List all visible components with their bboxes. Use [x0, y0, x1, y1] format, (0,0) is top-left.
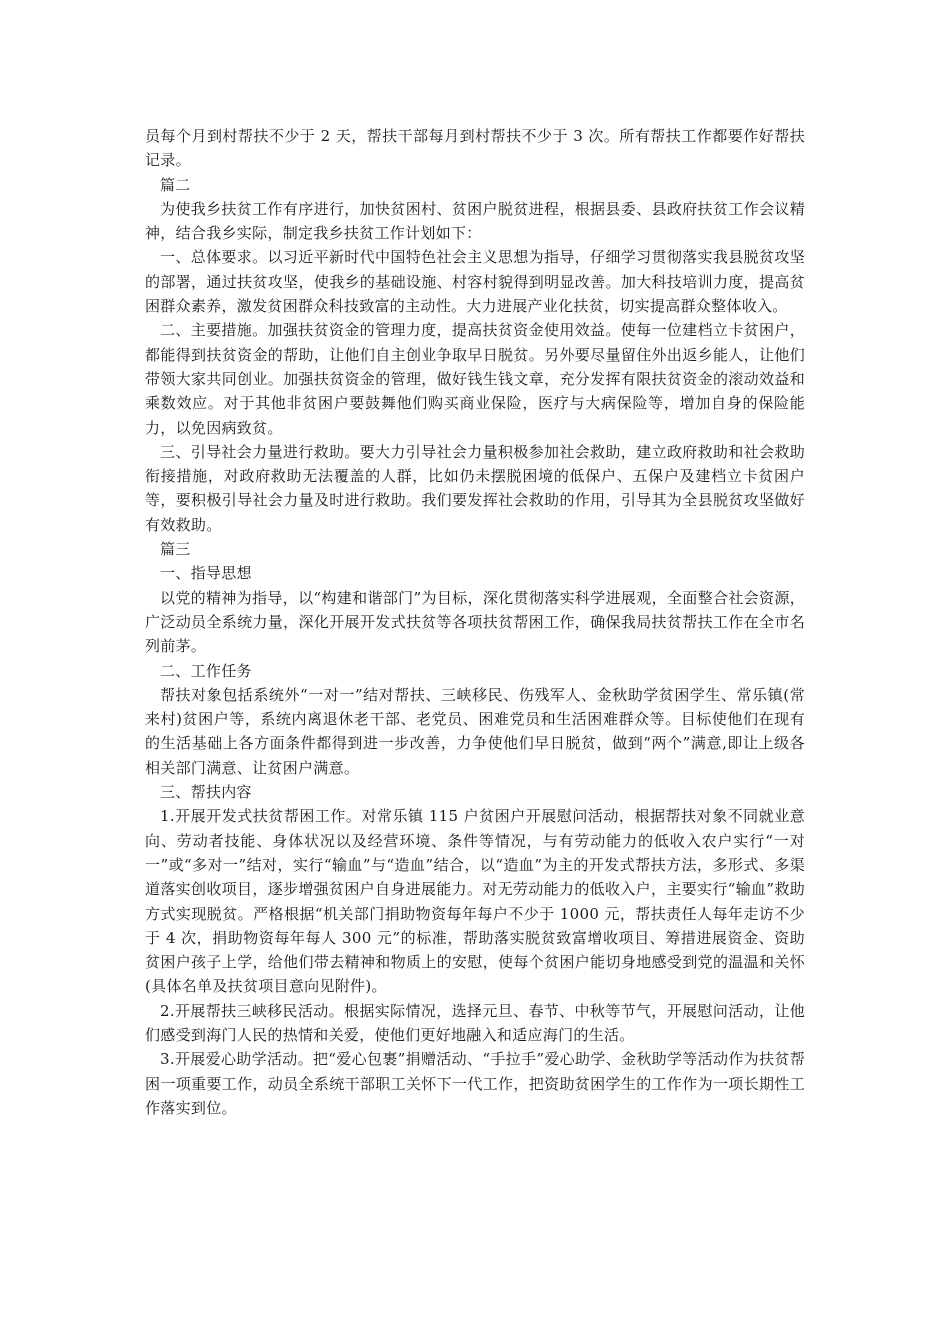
paragraph-overall-requirements: 一、总体要求。以习近平新时代中国特色社会主义思想为指导，仔细学习贯彻落实我县脱贫攻坚的部署，通过扶贫攻坚，使我乡的基础设施、村容村貌得到明显改善。加大科技培训力度，提高贫困群众素养，激发贫困群众科技致富的主动性。大力进展产业化扶贫，切实提高群众整体收入。: [145, 248, 805, 316]
section-heading-part-two: 篇二: [160, 175, 191, 194]
paragraph-item-1: 1.开展开发式扶贫帮困工作。对常乐镇 115 户贫困户开展慰问活动，根据帮扶对象不同就业意向、劳动者技能、身体状况以及经营环境、条件等情况，与有劳动能力的低收入农户实行“一对一”或“多对一”结对，实行“输血”与“造血”结合，以“造血”为主的开发式帮扶方法，多形式、多渠道落实创收项目，逐步增强贫困户自身进展能力。对无劳动能力的低收入户，主要实行“输血”救助方式实现脱贫。严格根据“机关部门捐助物资每年每户不少于 1000 元，帮扶责任人每年走访不少于 4 次，捐助物资每年每人 300 元”的标准，帮助落实脱贫致富增收项目、筹措进展资金、资助贫困户孩子上学，给他们带去精神和物质上的安慰，使每个贫困户能切身地感受到党的温温和关怀(具体名单及扶贫项目意向见附件)。: [145, 807, 805, 996]
document-body: [145, 124, 805, 1120]
paragraph-intro: 为使我乡扶贫工作有序进行，加快贫困村、贫困户脱贫进程，根据县委、县政府扶贫工作会议精神，结合我乡实际，制定我乡扶贫工作计划如下：: [145, 199, 805, 243]
paragraph-work-tasks: 帮扶对象包括系统外“一对一”结对帮扶、三峡移民、伤残军人、金秋助学贫困学生、常乐镇(常来村)贫困户等，系统内离退休老干部、老党员、困难党员和生活困难群众等。目标使他们在现有的生活基础上各方面条件都得到进一步改善，力争使他们早日脱贫，做到“两个”满意,即让上级各相关部门满意、让贫困户满意。: [145, 685, 805, 777]
paragraph-continuation: 员每个月到村帮扶不少于 2 天，帮扶干部每月到村帮扶不少于 3 次。所有帮扶工作都要作好帮扶记录。: [145, 127, 805, 170]
paragraph-social-assistance: 三、引导社会力量进行救助。要大力引导社会力量积极参加社会救助，建立政府救助和社会救助衔接措施，对政府救助无法覆盖的人群，比如仍未摆脱困境的低保户、五保户及建档立卡贫困户等，要积极引导社会力量及时进行救助。我们要发挥社会救助的作用，引导其为全县脱贫攻坚做好有效救助。: [145, 442, 805, 534]
subheading-assistance-content: 三、帮扶内容: [160, 783, 252, 802]
paragraph-guiding-ideology: 以党的精神为指导，以“构建和谐部门”为目标，深化贯彻落实科学进展观，全面整合社会资源，广泛动员全系统力量，深化开展开发式扶贫等各项扶贫帮困工作，确保我局扶贫帮扶工作在全市名列前茅。: [145, 588, 805, 656]
section-heading-part-three: 篇三: [160, 540, 191, 559]
subheading-work-tasks: 二、工作任务: [160, 661, 252, 680]
subheading-guiding-ideology: 一、指导思想: [160, 564, 252, 583]
paragraph-main-measures: 二、主要措施。加强扶贫资金的管理力度，提高扶贫资金使用效益。使每一位建档立卡贫困户，都能得到扶贫资金的帮助，让他们自主创业争取早日脱贫。另外要尽量留住外出返乡能人，让他们带领大家共同创业。加强扶贫资金的管理，做好钱生钱文章，充分发挥有限扶贫资金的滚动效益和乘数效应。对于其他非贫困户要鼓舞他们购买商业保险，医疗与大病保险等，增加自身的保险能力，以免因病致贫。: [145, 321, 805, 437]
paragraph-item-2: 2.开展帮扶三峡移民活动。根据实际情况，选择元旦、春节、中秋等节气，开展慰问活动，让他们感受到海门人民的热情和关爱，使他们更好地融入和适应海门的生活。: [145, 1001, 805, 1044]
paragraph-item-3: 3.开展爱心助学活动。把“爱心包裹”捐赠活动、“手拉手”爱心助学、金秋助学等活动作为扶贫帮困一项重要工作，动员全系统干部职工关怀下一代工作，把资助贫困学生的工作作为一项长期性工作落实到位。: [145, 1050, 805, 1117]
